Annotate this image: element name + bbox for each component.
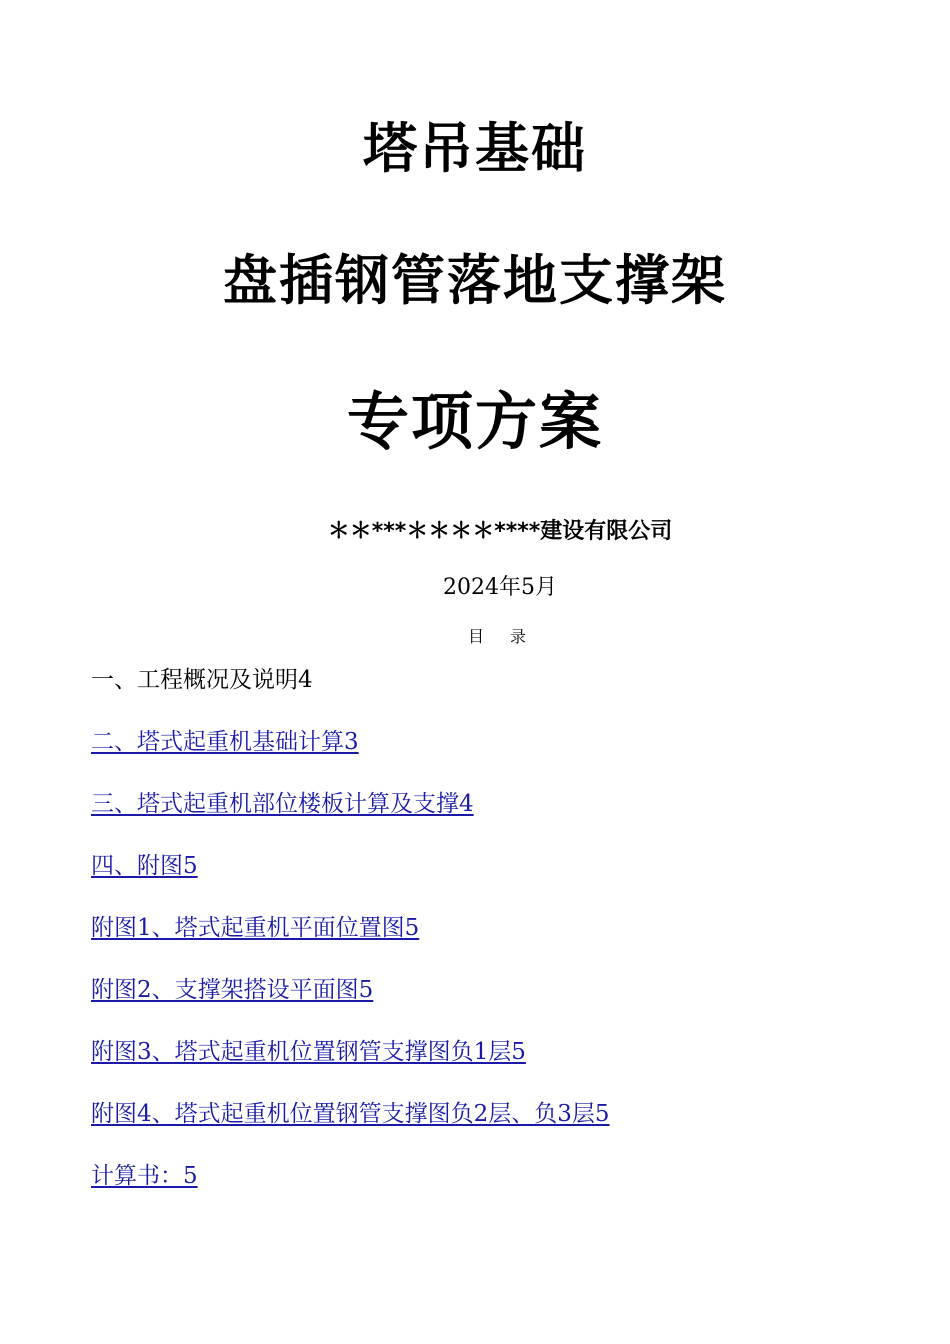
document-date: 2024年5月: [443, 575, 557, 600]
cover-title-line-2: 盘插钢管落地支撑架: [223, 249, 727, 312]
cover-title-line-1: 塔吊基础: [363, 117, 587, 180]
toc-heading: 目录: [467, 627, 552, 646]
toc-link[interactable]: 四、附图5: [91, 853, 198, 879]
toc-item[interactable]: [91, 786, 610, 848]
toc-item[interactable]: [91, 1158, 610, 1220]
toc-link[interactable]: 附图2、支撑架搭设平面图5: [91, 977, 374, 1003]
table-of-contents: [91, 662, 610, 1220]
toc-link[interactable]: 附图3、塔式起重机位置钢管支撑图负1层5: [91, 1039, 526, 1065]
toc-link[interactable]: 二、塔式起重机基础计算3: [91, 729, 359, 755]
company-name: ＊＊***＊＊＊＊****建设有限公司: [327, 519, 673, 544]
toc-item[interactable]: [91, 910, 610, 972]
toc-item[interactable]: [91, 724, 610, 786]
toc-link[interactable]: 附图1、塔式起重机平面位置图5: [91, 915, 420, 941]
toc-item[interactable]: [91, 848, 610, 910]
toc-item: [91, 662, 610, 724]
toc-item[interactable]: [91, 972, 610, 1034]
toc-item[interactable]: [91, 1034, 610, 1096]
toc-item-text: 一、工程概况及说明4: [91, 667, 313, 693]
toc-link[interactable]: 附图4、塔式起重机位置钢管支撑图负2层、负3层5: [91, 1101, 610, 1127]
cover-title-line-3: 专项方案: [346, 385, 603, 458]
toc-item[interactable]: [91, 1096, 610, 1158]
toc-link[interactable]: 三、塔式起重机部位楼板计算及支撑4: [91, 791, 474, 817]
toc-link[interactable]: 计算书：5: [91, 1163, 198, 1189]
